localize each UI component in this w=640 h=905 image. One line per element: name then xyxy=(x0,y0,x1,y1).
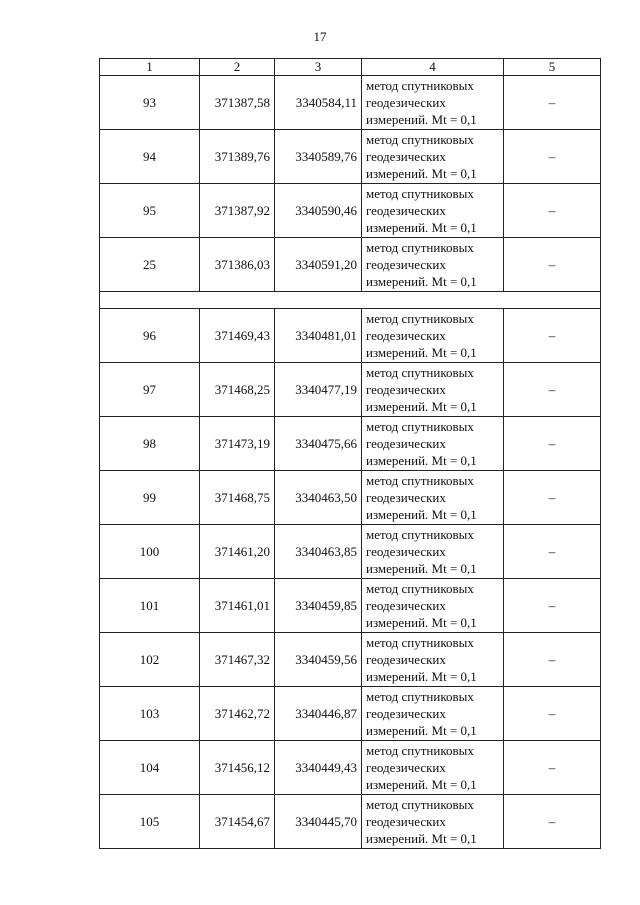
point-number-cell: 100 xyxy=(100,525,200,579)
point-number-cell: 103 xyxy=(100,687,200,741)
method-line: метод спутниковых xyxy=(366,797,474,812)
y-coordinate-cell: 3340459,85 xyxy=(275,579,362,633)
x-coordinate-cell: 371462,72 xyxy=(200,687,275,741)
table-row xyxy=(100,184,601,238)
spacer-cell xyxy=(100,292,601,309)
method-line: геодезических xyxy=(366,382,446,397)
method-line: геодезических xyxy=(366,203,446,218)
method-cell xyxy=(362,525,504,579)
method-cell xyxy=(362,579,504,633)
method-line: измерений. Mt = 0,1 xyxy=(366,166,477,181)
table-row xyxy=(100,579,601,633)
note-cell: – xyxy=(504,687,601,741)
method-line: геодезических xyxy=(366,814,446,829)
header-col-4: 4 xyxy=(362,59,504,76)
method-cell xyxy=(362,795,504,849)
note-cell: – xyxy=(504,363,601,417)
x-coordinate-cell: 371468,75 xyxy=(200,471,275,525)
y-coordinate-cell: 3340449,43 xyxy=(275,741,362,795)
method-line: измерений. Mt = 0,1 xyxy=(366,220,477,235)
method-line: измерений. Mt = 0,1 xyxy=(366,561,477,576)
method-line: измерений. Mt = 0,1 xyxy=(366,831,477,846)
method-cell xyxy=(362,309,504,363)
method-line: метод спутниковых xyxy=(366,473,474,488)
header-col-3: 3 xyxy=(275,59,362,76)
header-col-5: 5 xyxy=(504,59,601,76)
method-cell xyxy=(362,238,504,292)
note-cell: – xyxy=(504,471,601,525)
y-coordinate-cell: 3340463,85 xyxy=(275,525,362,579)
method-cell xyxy=(362,687,504,741)
method-line: измерений. Mt = 0,1 xyxy=(366,274,477,289)
method-cell xyxy=(362,76,504,130)
method-cell xyxy=(362,741,504,795)
x-coordinate-cell: 371386,03 xyxy=(200,238,275,292)
method-line: измерений. Mt = 0,1 xyxy=(366,615,477,630)
note-cell: – xyxy=(504,130,601,184)
x-coordinate-cell: 371454,67 xyxy=(200,795,275,849)
header-row xyxy=(100,59,601,76)
point-number-cell: 102 xyxy=(100,633,200,687)
method-line: метод спутниковых xyxy=(366,240,474,255)
x-coordinate-cell: 371389,76 xyxy=(200,130,275,184)
y-coordinate-cell: 3340584,11 xyxy=(275,76,362,130)
table-row xyxy=(100,471,601,525)
method-line: метод спутниковых xyxy=(366,311,474,326)
x-coordinate-cell: 371467,32 xyxy=(200,633,275,687)
method-line: метод спутниковых xyxy=(366,78,474,93)
x-coordinate-cell: 371387,92 xyxy=(200,184,275,238)
method-line: геодезических xyxy=(366,436,446,451)
point-number-cell: 25 xyxy=(100,238,200,292)
table-row xyxy=(100,687,601,741)
method-line: измерений. Mt = 0,1 xyxy=(366,345,477,360)
note-cell: – xyxy=(504,184,601,238)
point-number-cell: 104 xyxy=(100,741,200,795)
x-coordinate-cell: 371461,01 xyxy=(200,579,275,633)
table-row xyxy=(100,363,601,417)
y-coordinate-cell: 3340463,50 xyxy=(275,471,362,525)
method-cell xyxy=(362,471,504,525)
method-line: метод спутниковых xyxy=(366,581,474,596)
y-coordinate-cell: 3340475,66 xyxy=(275,417,362,471)
point-number-cell: 94 xyxy=(100,130,200,184)
method-line: геодезических xyxy=(366,95,446,110)
method-cell xyxy=(362,417,504,471)
method-line: измерений. Mt = 0,1 xyxy=(366,399,477,414)
y-coordinate-cell: 3340481,01 xyxy=(275,309,362,363)
note-cell: – xyxy=(504,741,601,795)
x-coordinate-cell: 371468,25 xyxy=(200,363,275,417)
method-line: геодезических xyxy=(366,760,446,775)
method-line: метод спутниковых xyxy=(366,635,474,650)
y-coordinate-cell: 3340590,46 xyxy=(275,184,362,238)
point-number-cell: 105 xyxy=(100,795,200,849)
note-cell: – xyxy=(504,309,601,363)
method-line: измерений. Mt = 0,1 xyxy=(366,112,477,127)
table-row xyxy=(100,309,601,363)
x-coordinate-cell: 371469,43 xyxy=(200,309,275,363)
note-cell: – xyxy=(504,525,601,579)
method-line: измерений. Mt = 0,1 xyxy=(366,507,477,522)
method-line: метод спутниковых xyxy=(366,689,474,704)
table-row xyxy=(100,633,601,687)
y-coordinate-cell: 3340589,76 xyxy=(275,130,362,184)
note-cell: – xyxy=(504,417,601,471)
method-cell xyxy=(362,130,504,184)
note-cell: – xyxy=(504,795,601,849)
table-row xyxy=(100,238,601,292)
method-line: метод спутниковых xyxy=(366,419,474,434)
method-line: геодезических xyxy=(366,257,446,272)
y-coordinate-cell: 3340591,20 xyxy=(275,238,362,292)
point-number-cell: 95 xyxy=(100,184,200,238)
method-line: геодезических xyxy=(366,490,446,505)
method-line: геодезических xyxy=(366,328,446,343)
method-line: метод спутниковых xyxy=(366,186,474,201)
note-cell: – xyxy=(504,579,601,633)
header-col-2: 2 xyxy=(200,59,275,76)
table-row xyxy=(100,525,601,579)
x-coordinate-cell: 371387,58 xyxy=(200,76,275,130)
x-coordinate-cell: 371461,20 xyxy=(200,525,275,579)
method-line: геодезических xyxy=(366,652,446,667)
method-line: измерений. Mt = 0,1 xyxy=(366,669,477,684)
table-row xyxy=(100,417,601,471)
x-coordinate-cell: 371456,12 xyxy=(200,741,275,795)
table-body xyxy=(100,76,601,849)
method-line: метод спутниковых xyxy=(366,132,474,147)
table-row xyxy=(100,130,601,184)
method-line: геодезических xyxy=(366,598,446,613)
point-number-cell: 98 xyxy=(100,417,200,471)
method-line: метод спутниковых xyxy=(366,743,474,758)
method-line: геодезических xyxy=(366,706,446,721)
page-number: 17 xyxy=(313,29,327,44)
method-line: измерений. Mt = 0,1 xyxy=(366,453,477,468)
method-line: измерений. Mt = 0,1 xyxy=(366,723,477,738)
note-cell: – xyxy=(504,238,601,292)
table-row xyxy=(100,795,601,849)
point-number-cell: 96 xyxy=(100,309,200,363)
point-number-cell: 101 xyxy=(100,579,200,633)
x-coordinate-cell: 371473,19 xyxy=(200,417,275,471)
method-line: геодезических xyxy=(366,544,446,559)
point-number-cell: 93 xyxy=(100,76,200,130)
method-line: метод спутниковых xyxy=(366,365,474,380)
method-line: геодезических xyxy=(366,149,446,164)
method-line: измерений. Mt = 0,1 xyxy=(366,777,477,792)
table-row xyxy=(100,76,601,130)
y-coordinate-cell: 3340459,56 xyxy=(275,633,362,687)
spacer-row xyxy=(100,292,601,309)
note-cell: – xyxy=(504,76,601,130)
method-cell xyxy=(362,184,504,238)
y-coordinate-cell: 3340446,87 xyxy=(275,687,362,741)
method-cell xyxy=(362,363,504,417)
coordinates-table xyxy=(99,58,601,849)
header-col-1: 1 xyxy=(100,59,200,76)
y-coordinate-cell: 3340445,70 xyxy=(275,795,362,849)
method-cell xyxy=(362,633,504,687)
y-coordinate-cell: 3340477,19 xyxy=(275,363,362,417)
table-row xyxy=(100,741,601,795)
method-line: метод спутниковых xyxy=(366,527,474,542)
point-number-cell: 97 xyxy=(100,363,200,417)
point-number-cell: 99 xyxy=(100,471,200,525)
note-cell: – xyxy=(504,633,601,687)
